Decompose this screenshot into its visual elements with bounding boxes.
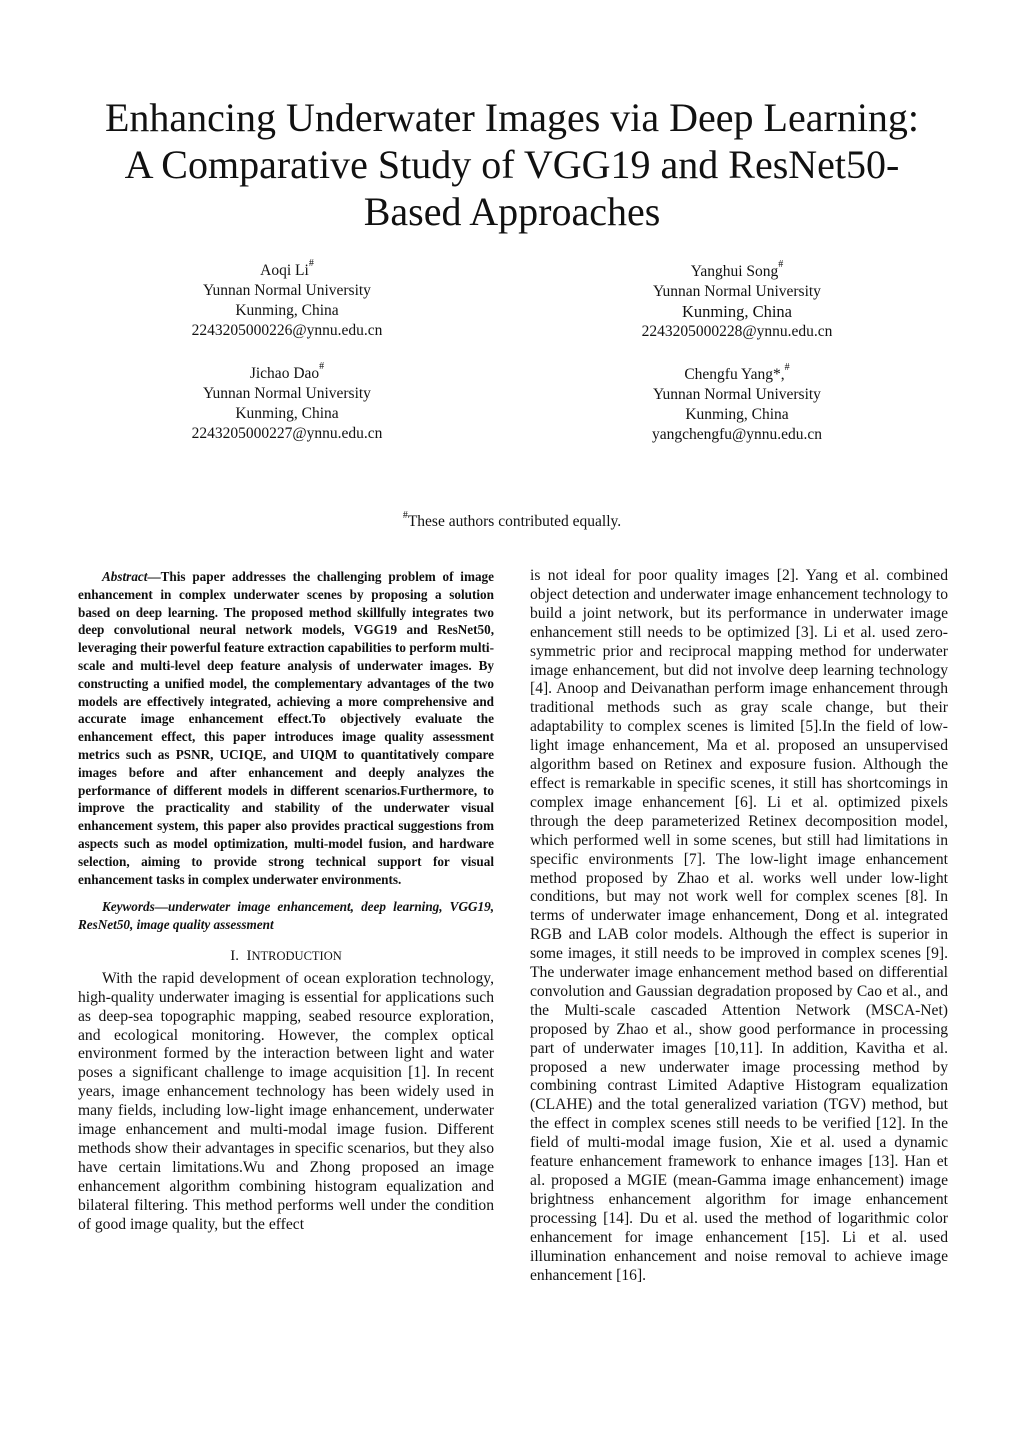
author-name: Yanghui Song [690,263,779,280]
abstract [78,568,494,888]
left-column [78,568,494,1235]
section-title-initial: I [246,947,252,964]
author-email[interactable]: 2243205000228@ynnu.edu.cn [641,323,833,340]
paper-title [60,94,964,235]
section-heading-introduction [78,947,494,966]
author-email[interactable]: 2243205000226@ynnu.edu.cn [191,322,383,339]
author-affiliation: Yunnan Normal University [653,283,821,300]
equal-contribution-text: These authors contributed equally. [407,513,622,530]
equal-mark: # [784,362,790,373]
author-location: Kunming, China [235,302,339,319]
author-name: Aoqi Li [260,262,309,279]
right-column [530,567,948,1285]
author-email[interactable]: yangchengfu@ynnu.edu.cn [651,426,823,443]
section-title-rest: NTRODUCTION [251,948,342,963]
author-location: Kunming, China [235,405,339,422]
intro-paragraph-continued: is not ideal for poor quality images [2]. Yang et al. combined object detection and underwater image enhancement technology to build a joint network, but its performance in underwater image enhancement still needs to be optimized [3]. Li et al. used zero-symmetric prior and reciprocal mapping method for underwater image enhancement, but did not involve deep learning technology [4]. Anoop and Deivanathan perform image enhancement through traditional methods such as gray scale change, but their adaptability to complex scenes is limited [5].In the field of low-light image enhancement, Ma et al. proposed an unsupervised algorithm based on Retinex and exposure fusion. Although the effect is remarkable in specific scenes, it still has shortcomings in complex image enhancement [6]. Li et al. optimized pixels through the deep parameterized Retinex decomposition model, which performed well in some scenes, but still had limitations in specific environments [7]. The low-light image enhancement method proposed by Zhao et al. works well under low-light conditions, but may not work well for complex scenes [8]. In terms of underwater image enhancement, Dong et al. integrated RGB and LAB color models. Although the effect is superior in some images, it still needs to be improved in complex scenes [9]. The underwater image enhancement method based on differential convolution and Gaussian degradation proposed by Cao et al., and the Multi-scale cascaded Attention Network (MSCA-Net) proposed by Zhao et al., show good performance in processing part of underwater images [10,11]. In addition, Kavitha et al. proposed a new underwater image processing method by combining contrast Limited Adaptive Histogram equalization (CLAHE) and the total generalized variation (TGV) method, but the effect in complex scenes still needs to be verified [12]. In the field of multi-modal image fusion, Xie et al. used a dynamic feature enhancement framework to enhance images [13]. Han et al. proposed a MGIE (mean-Gamma image enhancement) image brightness enhancement algorithm for image enhancement processing [14]. Du et al. used the method of logarithmic color enhancement for image enhancement [15]. Li et al. used illumination enhancement and noise removal to achieve image enhancement [16]. [530,567,948,1284]
section-number: I. [230,947,239,964]
author-location: Kunming, China [682,302,792,321]
abstract-label: Abstract [102,569,148,584]
author-affiliation: Yunnan Normal University [203,385,371,402]
title-line: Based Approaches [363,189,661,234]
author-block [557,362,917,445]
author-location: Kunming, China [685,406,789,423]
author-affiliation: Yunnan Normal University [203,282,371,299]
author-affiliation: Yunnan Normal University [653,386,821,403]
intro-paragraph: With the rapid development of ocean exploration technology, high-quality underwater imaging is essential for applications such as deep-sea topographic mapping, seabed resource exploration, and ecological monitoring. However, the complex optical environment formed by the interaction between light and water poses a significant challenge to image acquisition [1]. In recent years, image enhancement technology has been widely used in many fields, including low-light image enhancement, underwater image enhancement and multi-modal image fusion. Different methods show their advantages in specific scenarios, but they also have certain limitations.Wu and Zhong proposed an image enhancement algorithm combining histogram equalization and bilateral filtering. This method performs well under the condition of good image quality, but the effect [78,969,494,1233]
abstract-text: —This paper addresses the challenging problem of image enhancement in complex underwater scenes by proposing a solution based on deep learning. The proposed method skillfully integrates two deep convolutional neural network models, VGG19 and ResNet50, leveraging their powerful feature extraction capabilities to perform multi-scale and multi-level deep feature analysis of underwater images. By constructing a unified model, the complementary advantages of the two models are effectively integrated, achieving a more comprehensive and accurate image enhancement effect.To objectively evaluate the enhancement effect, this paper introduces image quality assessment metrics such as PSNR, UCIQE, and UIQM to quantitatively compare images before and after enhancement and deeply analyzes the performance of different models in different scenarios.Furthermore, to improve the practicality and stability of the underwater visual enhancement system, this paper also provides practical suggestions from aspects such as model optimization, multi-model fusion, and hardware selection, aiming to provide strong technical support for visual enhancement tasks in complex underwater environments. [78,569,494,887]
author-block [107,258,467,341]
title-line: Enhancing Underwater Images via Deep Learning: [104,95,920,140]
equal-mark: # [308,258,314,269]
author-block [557,259,917,342]
equal-contribution-note [0,510,1024,531]
title-line: A Comparative Study of VGG19 and ResNet50- [124,142,900,187]
author-email[interactable]: 2243205000227@ynnu.edu.cn [191,425,383,442]
author-name: Chengfu Yang*, [684,366,785,383]
equal-mark: # [778,259,784,270]
equal-mark: # [319,361,325,372]
keywords: Keywords—underwater image enhancement, deep learning, VGG19, ResNet50, image quality assessment [78,899,494,933]
author-block [107,361,467,444]
equal-mark: # [402,510,408,521]
author-name: Jichao Dao [249,365,320,382]
